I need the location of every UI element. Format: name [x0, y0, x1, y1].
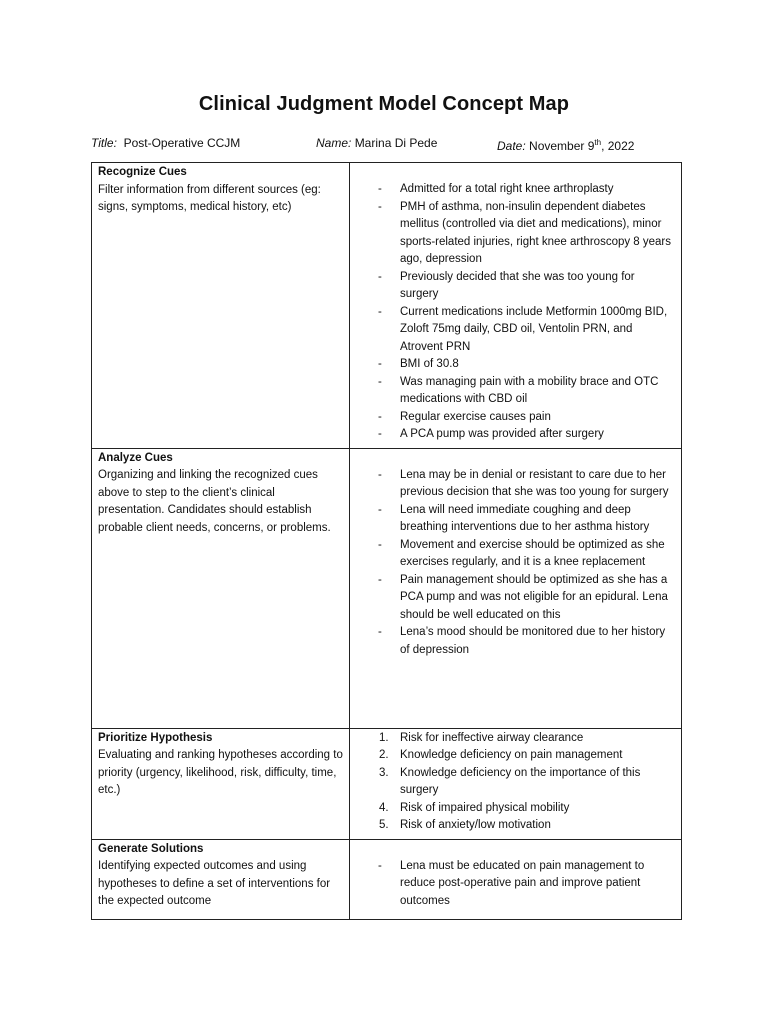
section-title: Generate Solutions	[98, 842, 204, 855]
section-header-cell	[92, 728, 350, 839]
section-header-cell	[92, 448, 350, 728]
page-title: Clinical Judgment Model Concept Map	[198, 93, 570, 115]
dash-bullet-icon: -	[378, 410, 382, 423]
item-text: Risk of anxiety/low motivation	[400, 819, 551, 831]
list-item	[356, 374, 675, 409]
item-number: 5.	[379, 819, 389, 831]
bullet-list	[356, 164, 675, 444]
list-item	[356, 409, 675, 427]
bullet-list	[356, 450, 675, 660]
list-item	[356, 765, 675, 800]
item-number: 4.	[379, 801, 389, 814]
numbered-list	[356, 730, 675, 835]
list-item	[356, 304, 675, 357]
item-text: Pain management should be optimized as she has a PCA pump and was not eligible for an epidural. Lena should be well educated on this	[400, 573, 668, 621]
bullet-list	[356, 841, 675, 911]
item-number: 3.	[379, 766, 389, 779]
dash-bullet-icon: -	[378, 358, 382, 370]
dash-bullet-icon: -	[378, 626, 382, 638]
section-items-cell	[350, 448, 682, 728]
list-item	[356, 426, 675, 444]
title-value: Post-Operative CCJM	[123, 136, 241, 150]
list-item	[356, 858, 675, 911]
section-title: Prioritize Hypothesis	[98, 731, 213, 744]
section-row	[92, 448, 682, 728]
list-item	[356, 624, 675, 659]
item-text: Risk of impaired physical mobility	[400, 801, 570, 814]
item-text: Risk for ineffective airway clearance	[400, 731, 584, 744]
list-item	[356, 502, 675, 537]
list-item	[356, 730, 675, 748]
name-field	[316, 135, 437, 151]
date-value: November 9th, 2022	[529, 138, 635, 153]
list-item	[356, 356, 675, 374]
dash-bullet-icon: -	[378, 270, 382, 283]
date-label: Date:	[497, 139, 526, 153]
concept-map-table	[91, 162, 682, 920]
section-header-cell	[92, 163, 350, 449]
section-row	[92, 728, 682, 839]
item-text: Previously decided that she was too young for surgery	[400, 270, 635, 300]
item-text: Lena’s mood should be monitored due to her history of depression	[400, 626, 666, 656]
title-field	[91, 135, 240, 151]
item-number: 2.	[379, 749, 389, 761]
list-item	[356, 800, 675, 818]
item-text: PMH of asthma, non-insulin dependent diabetes mellitus (controlled via diet and medications), minor sports-related injuries, right knee arthroscopy 8 years ago, depression	[400, 200, 672, 265]
section-title: Recognize Cues	[98, 166, 187, 178]
section-description: Identifying expected outcomes and using hypotheses to define a set of interventions for the expected outcome	[98, 860, 331, 907]
dash-bullet-icon: -	[378, 305, 382, 318]
item-number: 1.	[379, 731, 389, 744]
section-items-cell	[350, 839, 682, 919]
dash-bullet-icon: -	[378, 573, 382, 586]
item-text: Admitted for a total right knee arthroplasty	[400, 183, 614, 195]
item-text: Lena must be educated on pain management to reduce post-operative pain and improve patient outcomes	[400, 859, 645, 907]
list-item	[356, 269, 675, 304]
list-item	[356, 467, 675, 502]
section-description: Organizing and linking the recognized cues above to step to the client’s clinical presentation. Candidates should establish probable client needs, concerns, or problems.	[98, 469, 331, 534]
name-label: Name:	[316, 136, 352, 150]
dash-bullet-icon: -	[378, 468, 382, 481]
section-row	[92, 839, 682, 919]
item-text: A PCA pump was provided after surgery	[400, 428, 604, 440]
dash-bullet-icon: -	[378, 538, 382, 551]
dash-bullet-icon: -	[378, 183, 382, 195]
dash-bullet-icon: -	[378, 859, 382, 872]
item-text: Regular exercise causes pain	[400, 410, 551, 423]
list-item	[356, 181, 675, 199]
dash-bullet-icon: -	[378, 375, 382, 388]
list-item	[356, 747, 675, 765]
dash-bullet-icon: -	[378, 428, 382, 440]
item-text: BMI of 30.8	[400, 358, 459, 370]
title-label: Title:	[91, 136, 117, 150]
section-items-cell	[350, 163, 682, 449]
item-text: Was managing pain with a mobility brace and OTC medications with CBD oil	[400, 375, 659, 405]
section-description: Filter information from different sources (eg: signs, symptoms, medical history, etc)	[98, 183, 321, 213]
list-item	[356, 572, 675, 625]
item-text: Movement and exercise should be optimized as she exercises regularly, and it is a knee replacement	[400, 538, 665, 568]
item-text: Current medications include Metformin 1000mg BID, Zoloft 75mg daily, CBD oil, Ventolin PRN, and Atrovent PRN	[400, 305, 668, 353]
item-text: Knowledge deficiency on the importance of this surgery	[400, 766, 641, 796]
name-value: Marina Di Pede	[354, 136, 438, 150]
section-description: Evaluating and ranking hypotheses according to priority (urgency, likelihood, risk, difficulty, time, etc.)	[98, 749, 343, 796]
section-row	[92, 163, 682, 449]
section-items-cell	[350, 728, 682, 839]
date-field	[497, 135, 634, 154]
item-text: Lena will need immediate coughing and deep breathing interventions due to her asthma history	[400, 503, 650, 533]
list-item	[356, 817, 675, 835]
section-header-cell	[92, 839, 350, 919]
dash-bullet-icon: -	[378, 200, 382, 213]
list-item	[356, 199, 675, 269]
item-text: Lena may be in denial or resistant to care due to her previous decision that she was too young for surgery	[400, 468, 669, 498]
dash-bullet-icon: -	[378, 503, 382, 516]
section-title: Analyze Cues	[98, 451, 173, 464]
list-item	[356, 537, 675, 572]
item-text: Knowledge deficiency on pain management	[400, 749, 623, 761]
